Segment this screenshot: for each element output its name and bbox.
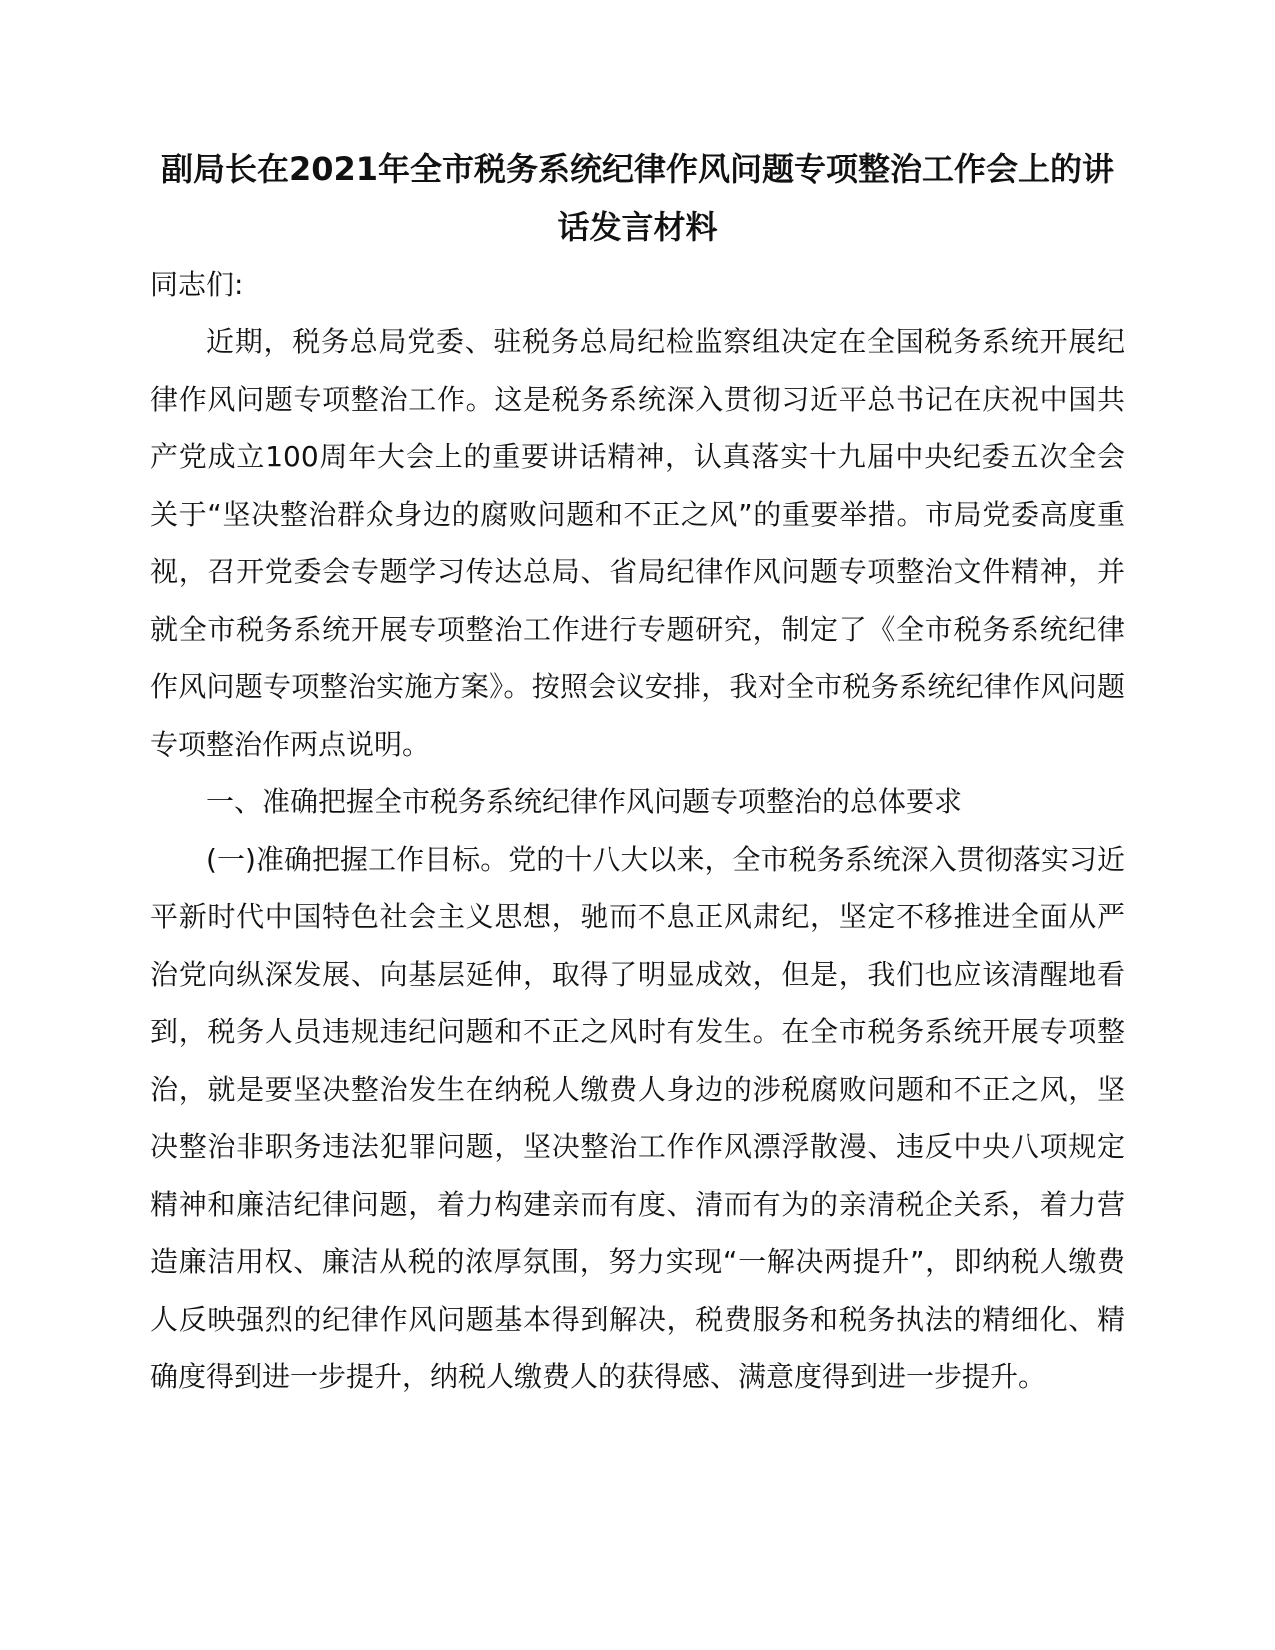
paragraph-intro: 近期，税务总局党委、驻税务总局纪检监察组决定在全国税务系统开展纪律作风问题专项整治工作。这是税务系统深入贯彻习近平总书记在庆祝中国共产党成立100周年大会上的重要讲话精神，认真落实十九届中央纪委五次全会关于“坚决整治群众身边的腐败问题和不正之风”的重要举措。市局党委高度重视，召开党委会专题学习传达总局、省局纪律作风问题专项整治文件精神，并就全市税务系统开展专项整治工作进行专题研究，制定了《全市税务系统纪律作风问题专项整治实施方案》。按照会议安排，我对全市税务系统纪律作风问题专项整治作两点说明。: [150, 325, 1125, 761]
section-heading-1: 一、准确把握全市税务系统纪律作风问题专项整治的总体要求: [206, 785, 963, 818]
document-title: 副局长在2021年全市税务系统纪律作风问题专项整治工作会上的讲话发言材料: [160, 150, 1115, 246]
paragraph-work-goals: (一)准确把握工作目标。党的十八大以来，全市税务系统深入贯彻落实习近平新时代中国特色社会主义思想，驰而不息正风肃纪，坚定不移推进全面从严治党向纵深发展、向基层延伸，取得了明显成效，但是，我们也应该清醒地看到，税务人员违规违纪问题和不正之风时有发生。在全市税务系统开展专项整治，就是要坚决整治发生在纳税人缴费人身边的涉税腐败问题和不正之风，坚决整治非职务违法犯罪问题，坚决整治工作作风漂浮散漫、违反中央八项规定精神和廉洁纪律问题，着力构建亲而有度、清而有为的亲清税企关系，着力营造廉洁用权、廉洁从税的浓厚氛围，努力实现“一解决两提升”，即纳税人缴费人反映强烈的纪律作风问题基本得到解决，税费服务和税务执法的精细化、精确度得到进一步提升，纳税人缴费人的获得感、满意度得到进一步提升。: [150, 842, 1125, 1393]
document-page: [150, 140, 1125, 1406]
salutation: 同志们:: [150, 268, 244, 301]
